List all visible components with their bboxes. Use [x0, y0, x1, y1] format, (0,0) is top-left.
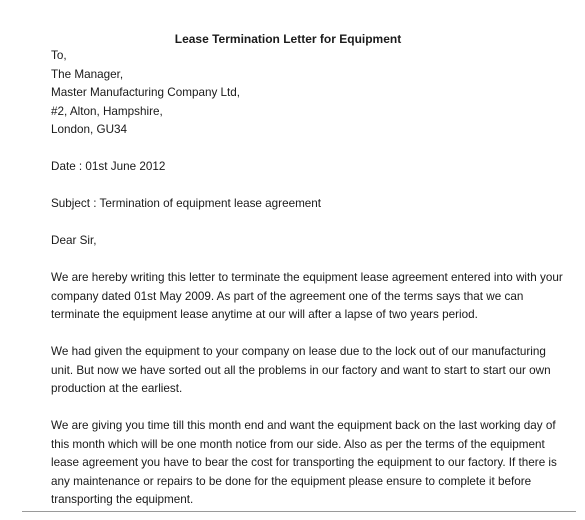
- spacer: [51, 214, 531, 233]
- spacer: [51, 399, 531, 418]
- paragraph-line: unit. But now we have sorted out all the problems in our factory and want to start to start our own: [51, 363, 551, 377]
- paragraph-termination-notice: [51, 269, 563, 325]
- paragraph-return-terms: [51, 417, 557, 510]
- letter-subject: Subject : Termination of equipment lease agreement: [51, 197, 322, 210]
- paragraph-line: company dated 01st May 2009. As part of the agreement one of the terms says that we can: [51, 289, 524, 303]
- letter-title: Lease Termination Letter for Equipment: [174, 32, 402, 46]
- paragraph-line: production at the earliest.: [51, 382, 183, 395]
- spacer: [51, 140, 531, 159]
- spacer: [51, 251, 531, 270]
- paragraph-line: any maintenance or repairs to be done for the equipment please ensure to complete it before: [51, 474, 532, 488]
- paragraph-line: We are hereby writing this letter to terminate the equipment lease agreement entered into with your: [51, 271, 563, 284]
- address-line: #2, Alton, Hampshire,: [51, 104, 163, 118]
- address-line: Master Manufacturing Company Ltd,: [51, 86, 241, 99]
- paragraph-line: We are giving you time till this month end and want the equipment back on the last working day of: [51, 419, 556, 432]
- paragraph-line: We had given the equipment to your company on lease due to the lock out of our manufacturing: [51, 345, 546, 358]
- recipient-address: [51, 47, 531, 140]
- letter-date: Date : 01st June 2012: [51, 160, 166, 173]
- page-divider: [22, 511, 576, 512]
- paragraph-line: this month which will be one month notice from our side. Also as per the terms of the equipment: [51, 437, 545, 451]
- paragraph-line: transporting the equipment.: [51, 493, 194, 506]
- letter-salutation: Dear Sir,: [51, 234, 97, 247]
- address-line: London, GU34: [51, 123, 128, 136]
- letter-body: [51, 47, 563, 510]
- spacer: [51, 177, 531, 196]
- spacer: [51, 325, 531, 344]
- paragraph-line: lease agreement you have to bear the cost for transporting the equipment to our factory. If there is: [51, 456, 557, 469]
- paragraph-line: terminate the equipment lease anytime at our will after a lapse of two years period.: [51, 308, 478, 321]
- address-line: To,: [51, 49, 67, 62]
- address-line: The Manager,: [51, 67, 124, 81]
- paragraph-background: [51, 343, 551, 399]
